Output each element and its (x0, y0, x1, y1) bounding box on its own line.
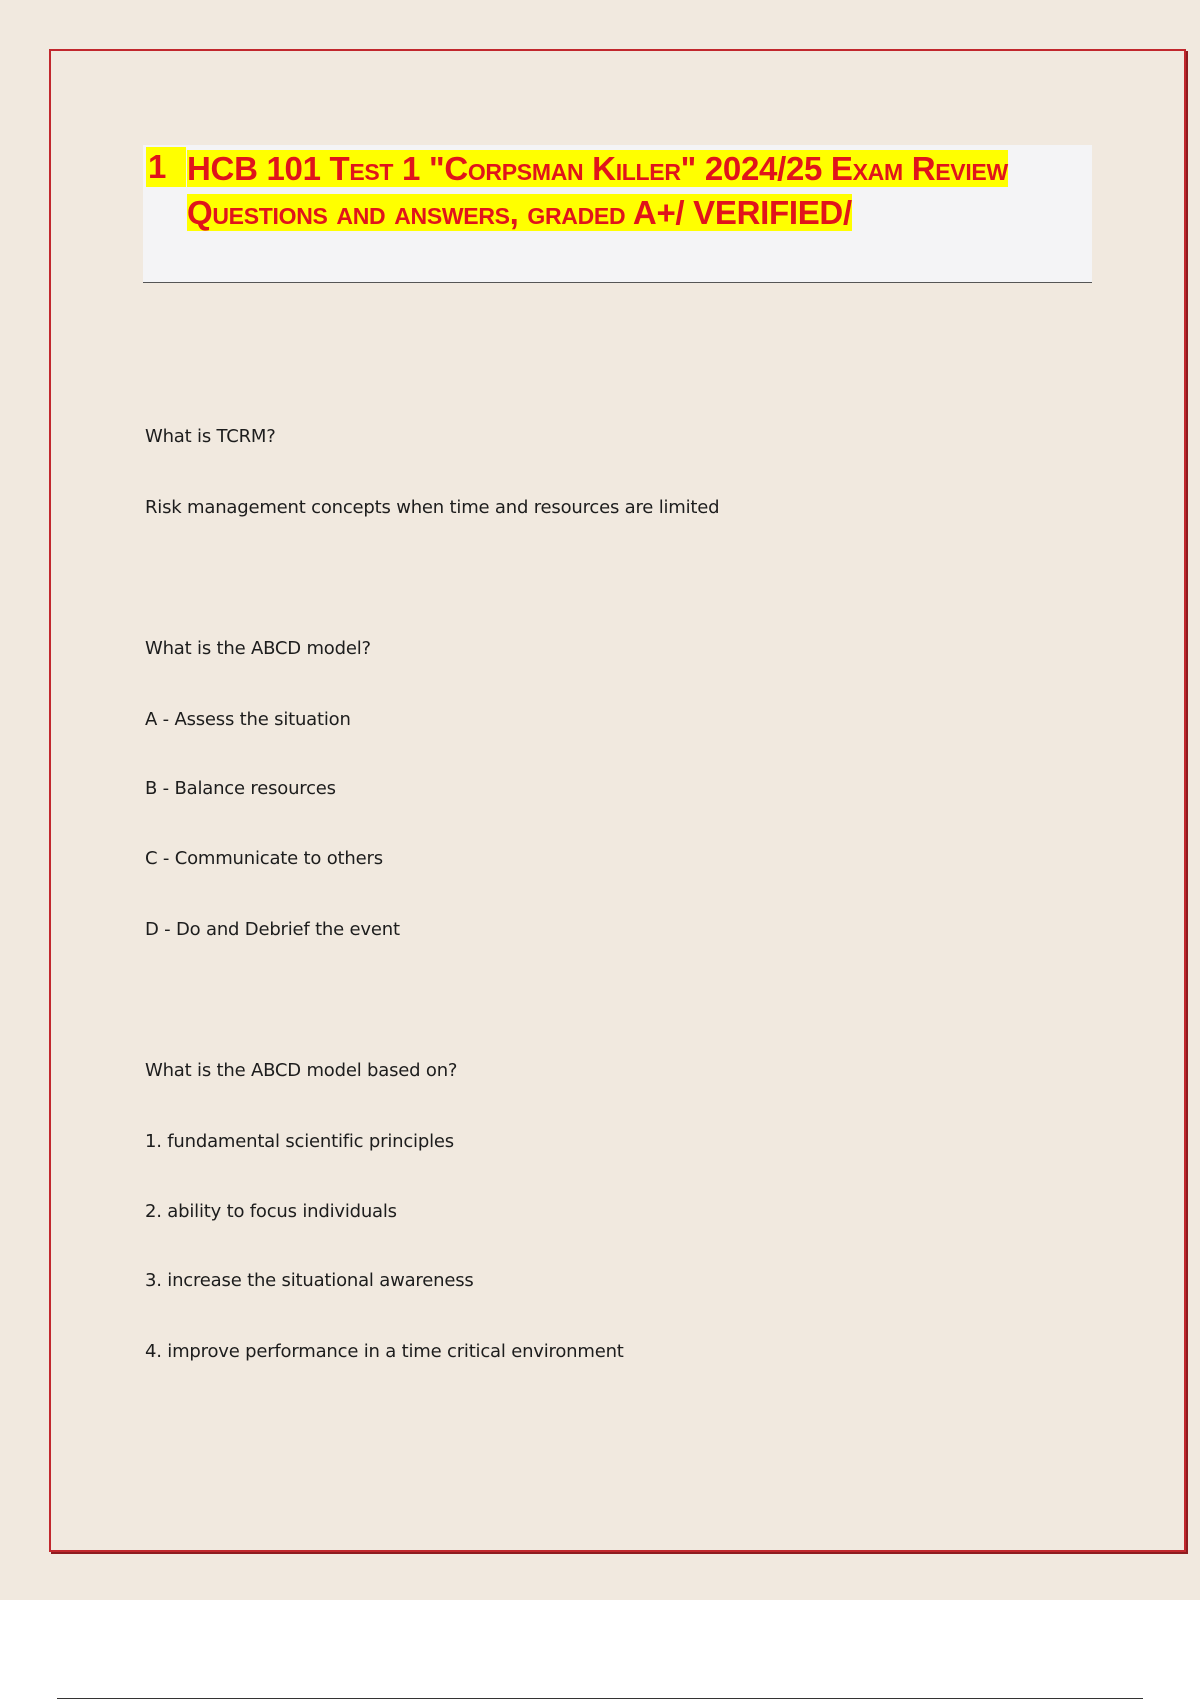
footer-divider (57, 1698, 1143, 1699)
answer-2-line-3: C - Communicate to others (145, 848, 383, 869)
answer-3-line-4: 4. improve performance in a time critical environment (145, 1341, 624, 1362)
answer-2-line-1: A - Assess the situation (145, 709, 351, 730)
answer-2-line-2: B - Balance resources (145, 778, 336, 799)
heading-title-text: HCB 101 Test 1 "Corpsman Killer" 2024/25 Exam Review Questions and answers, graded A+/ VERIFIED/ (187, 150, 1008, 231)
question-1: What is TCRM? (145, 426, 276, 447)
answer-1-line-1: Risk management concepts when time and resources are limited (145, 497, 720, 518)
heading-number: 1 (146, 147, 186, 187)
answer-3-line-2: 2. ability to focus individuals (145, 1201, 397, 1222)
document-heading (143, 145, 1092, 283)
question-2: What is the ABCD model? (145, 638, 371, 659)
answer-2-line-4: D - Do and Debrief the event (145, 919, 400, 940)
question-3: What is the ABCD model based on? (145, 1060, 458, 1081)
heading-title (187, 147, 1047, 235)
answer-3-line-1: 1. fundamental scientific principles (145, 1131, 454, 1152)
answer-3-line-3: 3. increase the situational awareness (145, 1270, 474, 1291)
